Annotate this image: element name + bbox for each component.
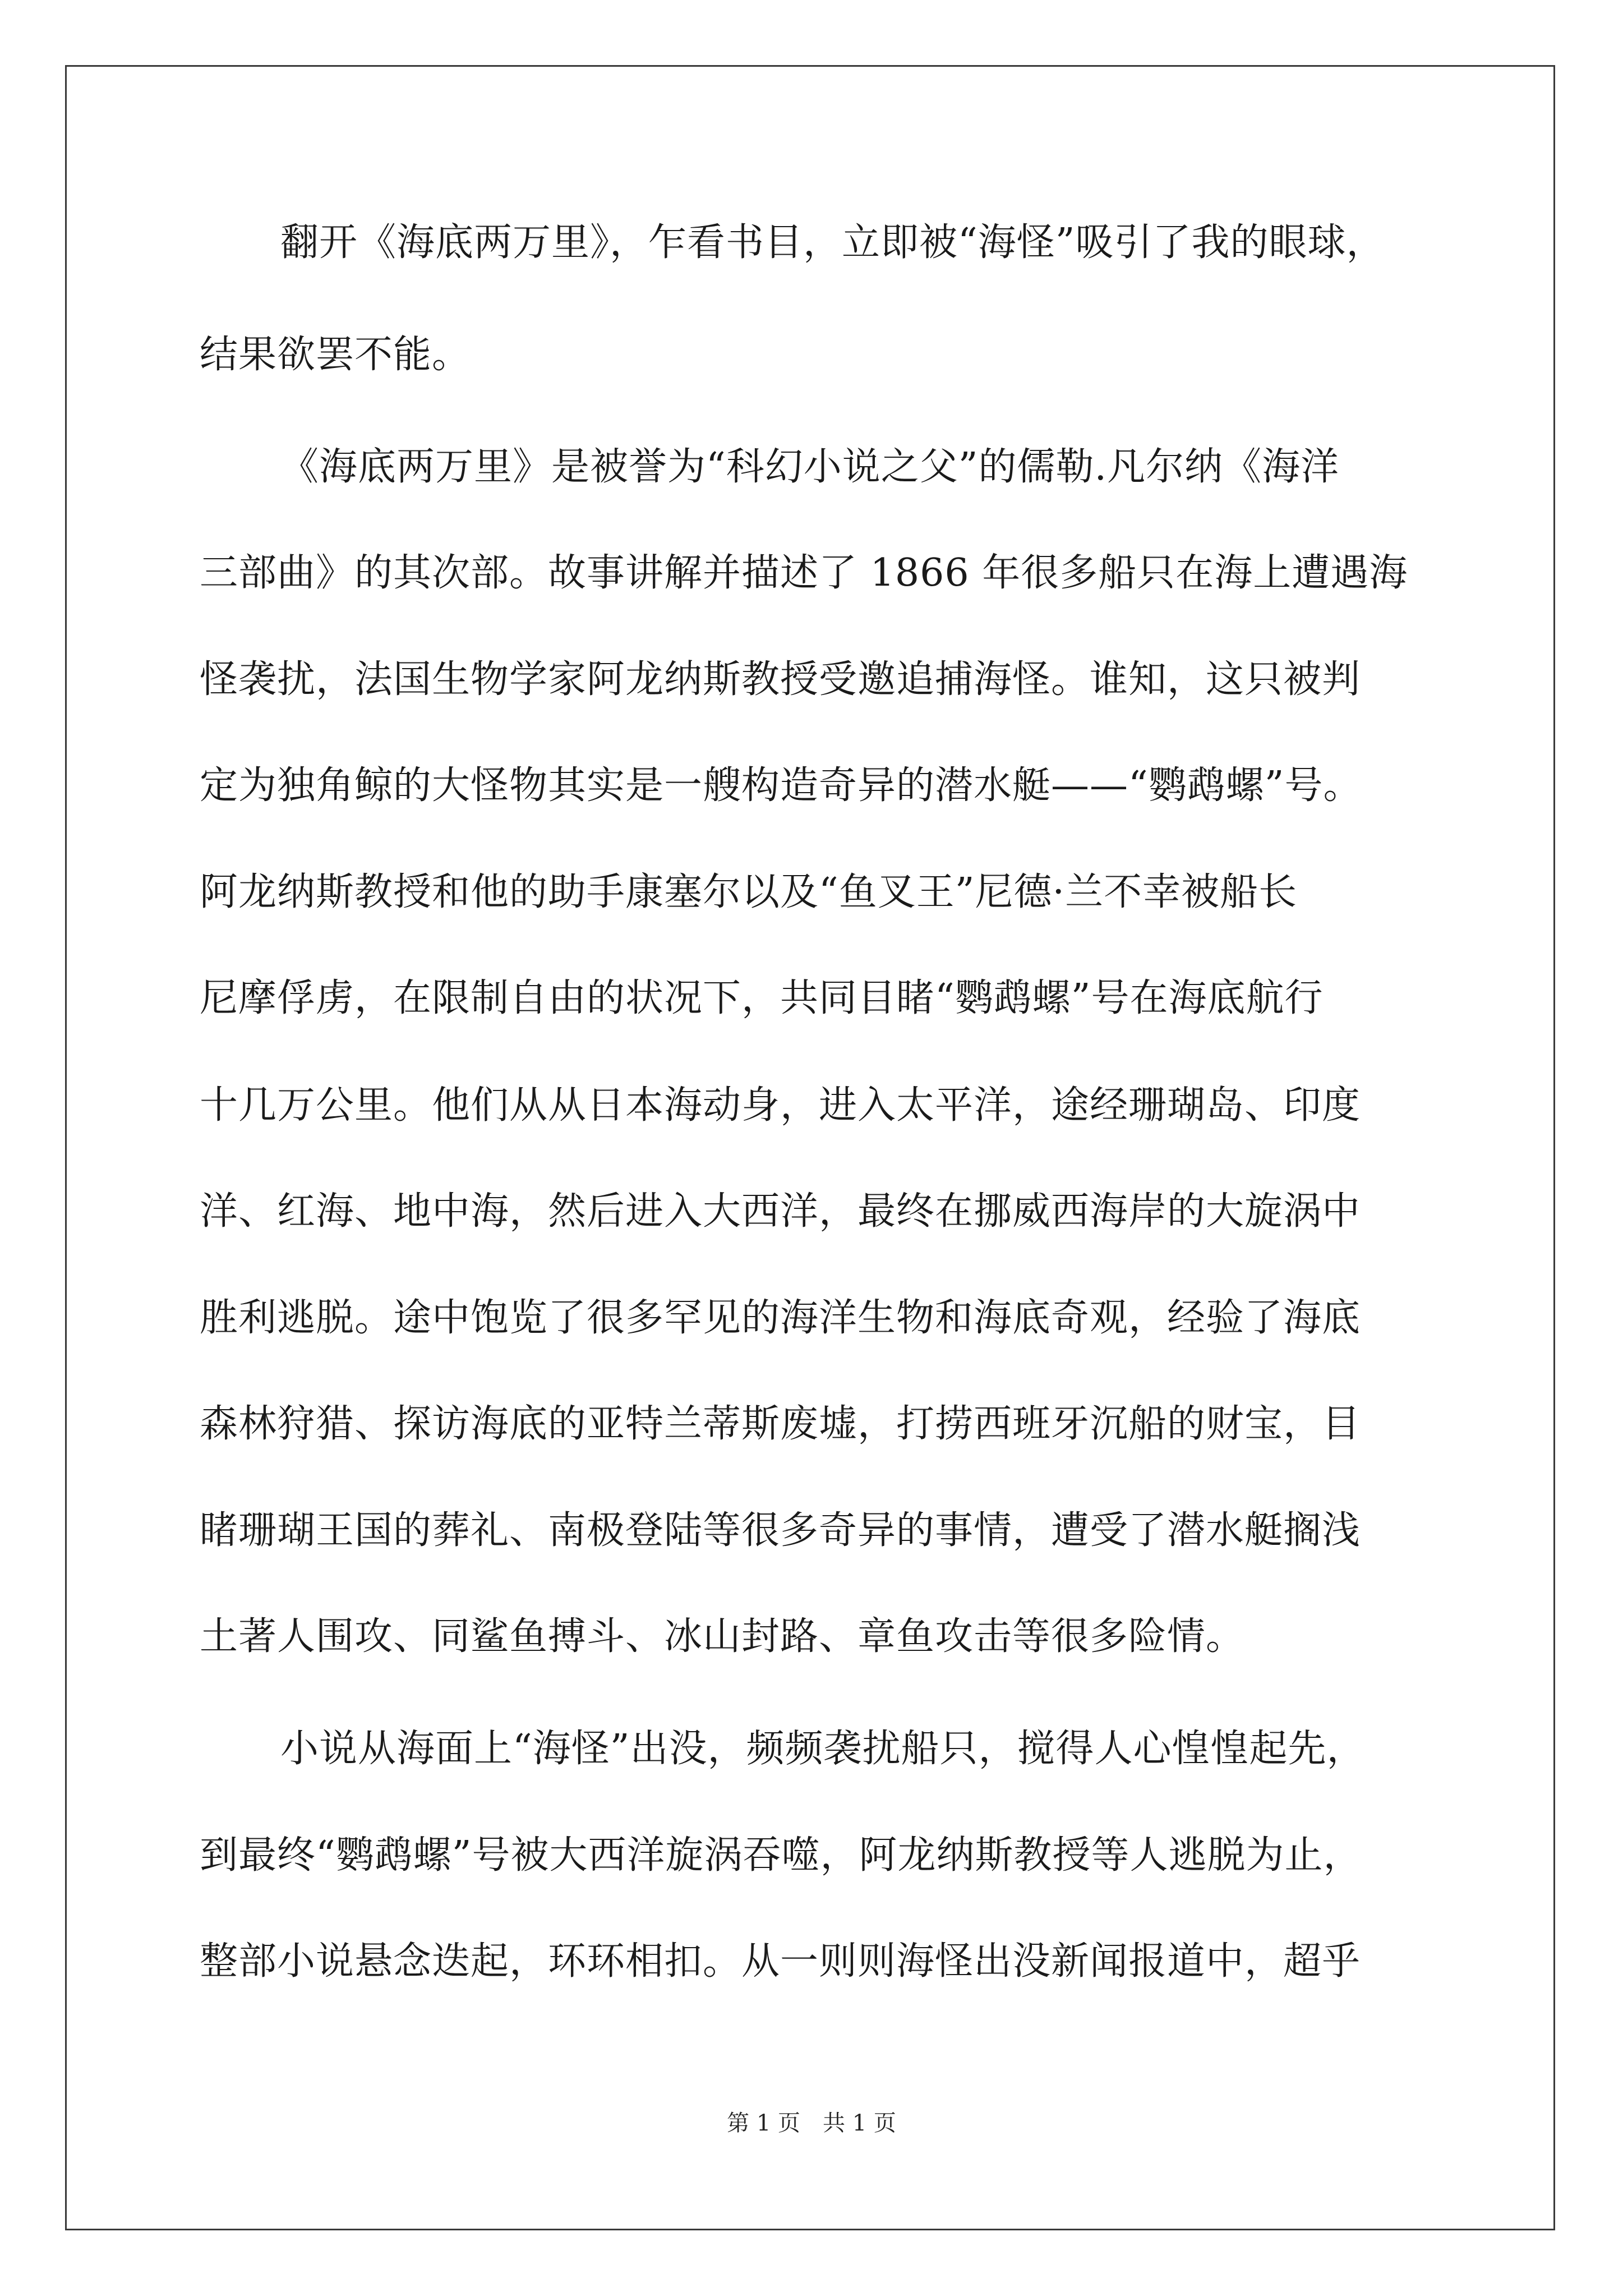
text-line: 小说从海面上“海怪”出没，频频袭扰船只，搅得人心惶惶起先， — [280, 1727, 1366, 1771]
text-line: 阿龙纳斯教授和他的助手康塞尔以及“鱼叉王”尼德·兰不幸被船长 — [200, 870, 1298, 914]
text-line: 结果欲罢不能。 — [200, 333, 471, 377]
text-line: 翻开《海底两万里》，乍看书目，立即被“海怪”吸引了我的眼球， — [280, 220, 1385, 265]
text-line: 森林狩猎、探访海底的亚特兰蒂斯废墟，打捞西班牙沉船的财宝，目 — [200, 1402, 1361, 1446]
text-line: 定为独角鲸的大怪物其实是一艘构造奇异的潜水艇——“鹦鹉螺”号。 — [200, 763, 1362, 808]
text-line: 三部曲》的其次部。故事讲解并描述了 1866 年很多船只在海上遭遇海 — [200, 551, 1408, 595]
text-line: 胜利逃脱。途中饱览了很多罕见的海洋生物和海底奇观，经验了海底 — [200, 1296, 1361, 1340]
text-line: 洋、红海、地中海，然后进入大西洋，最终在挪威西海岸的大旋涡中 — [200, 1189, 1361, 1234]
text-line: 土著人围攻、同鲨鱼搏斗、冰山封路、章鱼攻击等很多险情。 — [200, 1614, 1245, 1659]
text-line: 睹珊瑚王国的葬礼、南极登陆等很多奇异的事情，遭受了潜水艇搁浅 — [200, 1508, 1361, 1553]
text-line: 《海底两万里》是被誉为“科幻小说之父”的儒勒.凡尔纳《海洋 — [280, 445, 1340, 489]
text-line: 到最终“鹦鹉螺”号被大西洋旋涡吞噬，阿龙纳斯教授等人逃脱为止， — [200, 1833, 1362, 1878]
text-line: 怪袭扰，法国生物学家阿龙纳斯教授受邀追捕海怪。谁知，这只被判 — [200, 657, 1361, 702]
text-line: 整部小说悬念迭起，环环相扣。从一则则海怪出没新闻报道中，超乎 — [200, 1939, 1361, 1984]
page-footer: 第 1 页 共 1 页 — [727, 2110, 896, 2136]
text-line: 十几万公里。他们从从日本海动身，进入太平洋，途经珊瑚岛、印度 — [200, 1083, 1361, 1128]
page-border — [65, 65, 1555, 2230]
text-line: 尼摩俘虏，在限制自由的状况下，共同目睹“鹦鹉螺”号在海底航行 — [200, 976, 1324, 1020]
